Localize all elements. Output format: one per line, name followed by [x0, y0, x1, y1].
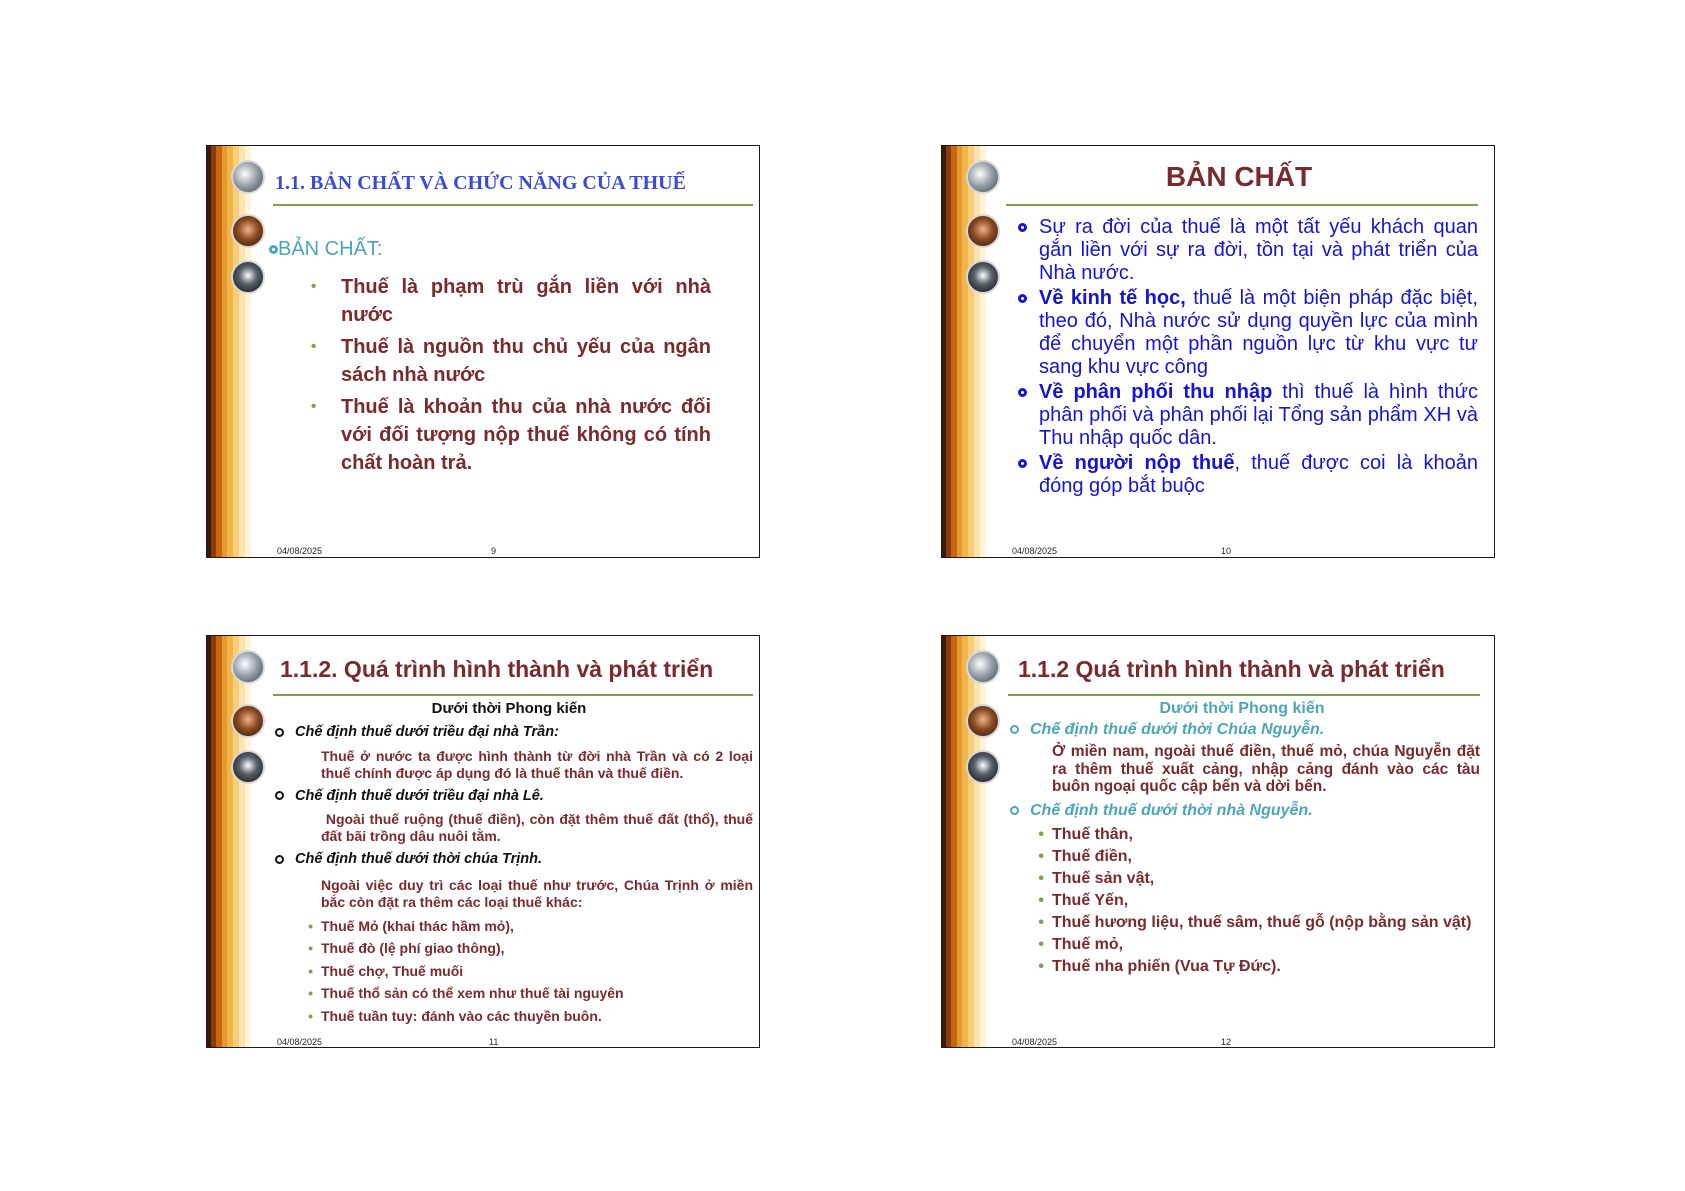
- slide-title: 1.1.2. Quá trình hình thành và phát triển: [280, 656, 714, 682]
- person-icon: [231, 214, 265, 248]
- list-item: • Thuế điền,: [1038, 847, 1132, 865]
- bullet-list: [311, 273, 711, 477]
- section-heading: Chế định thuế dưới thời nhà Nguyễn.: [1010, 802, 1480, 820]
- section-heading: Chế định thuế dưới triều đại nhà Lê.: [275, 788, 753, 806]
- slide-date: 04/08/2025: [277, 1037, 323, 1047]
- bullet-icon: [1018, 287, 1039, 379]
- runner-icon: [231, 750, 265, 784]
- decorative-stripes: [942, 636, 992, 1047]
- globe-icon: [231, 650, 265, 684]
- section-heading: Chế định thuế dưới triều đại nhà Trần:: [275, 724, 753, 742]
- bullet-icon: [1018, 381, 1039, 450]
- list-item: Về kinh tế học, thuế là một biện pháp đặc biệt, theo đó, Nhà nước sử dụng quyền lực của mình để chuyển một phần nguồn lực từ khu vực tư sang khu vực công: [1018, 287, 1478, 379]
- list-item: Về phân phối thu nhập thì thuế là hình thức phân phối và phân phối lại Tổng sản phẩm XH và Thu nhập quốc dân.: [1018, 381, 1478, 450]
- bullet-icon: [275, 855, 284, 864]
- section-list: [275, 724, 757, 1027]
- title-divider: [273, 694, 753, 696]
- bullet-dot: •: [311, 338, 317, 355]
- slide-title: 1.1. BẢN CHẤT VÀ CHỨC NĂNG CỦA THUẾ: [275, 172, 686, 194]
- globe-icon: [966, 650, 1000, 684]
- bullet-icon: [1018, 216, 1039, 285]
- bullet-icon: [275, 791, 284, 800]
- list-item: • Thuế đò (lệ phí giao thông),: [308, 940, 505, 956]
- bullet-icon: [275, 728, 284, 737]
- list-item: Về người nộp thuế, thuế được coi là khoản đóng góp bắt buộc: [1018, 452, 1478, 498]
- slide-10: [941, 145, 1495, 558]
- slide-number: 10: [1221, 546, 1232, 556]
- globe-icon: [231, 160, 265, 194]
- list-item: • Thuế sản vật,: [1038, 869, 1155, 887]
- section-body: Ngoài thuế ruộng (thuế điền), còn đặt thêm thuế đất (thổ), thuế đất bãi trồng dâu nuôi tằm.: [321, 811, 757, 844]
- bullet-list: [275, 915, 753, 1028]
- runner-icon: [966, 750, 1000, 784]
- list-item: • Thuế Mỏ (khai thác hầm mỏ),: [308, 917, 514, 934]
- list-item: • Thuế thân,: [1038, 825, 1133, 843]
- bullet-list: [1010, 826, 1480, 976]
- list-item: • Thuế nha phiến (Vua Tự Đức).: [1038, 957, 1281, 975]
- list-item: Sự ra đời của thuế là một tất yếu khách quan gắn liền với sự ra đời, tồn tại và phát triển của Nhà nước.: [1018, 216, 1478, 285]
- slide-number: 12: [1221, 1037, 1232, 1047]
- bullet-icon: [1010, 806, 1019, 815]
- list-item: • Thuế mỏ,: [1038, 935, 1124, 953]
- list-item: • Thuế tuần tuy: đánh vào các thuyền buôn.: [308, 1007, 602, 1024]
- decorative-stripes: [942, 146, 992, 557]
- list-item: • Thuế là nguồn thu chủ yếu của ngân sách nhà nước: [311, 333, 711, 389]
- title-divider: [1006, 204, 1478, 206]
- slide-11: [206, 635, 760, 1048]
- slide-date: 04/08/2025: [277, 546, 323, 556]
- person-icon: [231, 704, 265, 738]
- slide-number: 9: [491, 546, 497, 556]
- section-heading: BẢN CHẤT:: [269, 238, 382, 261]
- globe-icon: [966, 160, 1000, 194]
- bullet-dot: •: [311, 278, 317, 295]
- list-item: • Thuế hương liệu, thuế sâm, thuế gỗ (nộp bằng sản vật): [1038, 913, 1472, 931]
- title-divider: [1008, 694, 1480, 696]
- slide-title: 1.1.2 Quá trình hình thành và phát triển: [1018, 656, 1445, 682]
- person-icon: [966, 704, 1000, 738]
- bullet-icon: [1018, 452, 1039, 498]
- section-list: [1010, 721, 1480, 976]
- slide-12: [941, 635, 1495, 1048]
- subtitle: Dưới thời Phong kiến: [431, 700, 587, 717]
- bullet-icon: [1010, 725, 1019, 734]
- list-item: • Thuế Yến,: [1038, 891, 1129, 909]
- list-item: • Thuế là phạm trù gắn liền với nhà nước: [311, 273, 711, 329]
- decorative-stripes: [207, 146, 257, 557]
- slide-date: 04/08/2025: [1012, 1037, 1058, 1047]
- slide-date: 04/08/2025: [1012, 546, 1058, 556]
- section-heading: Chế định thuế dưới thời chúa Trịnh.: [275, 851, 753, 869]
- section-body: Ngoài việc duy trì các loại thuế như trước, Chúa Trịnh ở miền bắc còn đặt ra thêm các loại thuế khác:: [321, 876, 753, 910]
- bullet-icon: [269, 245, 278, 254]
- slide-9: [206, 145, 760, 558]
- bullet-dot: •: [311, 398, 317, 415]
- list-item: • Thuế chợ, Thuế muối: [308, 962, 464, 979]
- section-body: Ở miền nam, ngoài thuế điền, thuế mỏ, chúa Nguyễn đặt ra thêm thuế xuất cảng, nhập cảng đánh vào các tàu buôn ngoại quốc cập bến và dời bến.: [1052, 743, 1480, 795]
- decorative-stripes: [207, 636, 257, 1047]
- section-body: Thuế ở nước ta được hình thành từ đời nhà Trần và có 2 loại thuế chính được áp dụng đó là thuế thân và thuế điền.: [321, 747, 753, 781]
- list-item: • Thuế là khoản thu của nhà nước đối với đối tượng nộp thuế không có tính chất hoàn trả.: [311, 393, 711, 477]
- bullet-list: [1018, 216, 1478, 498]
- subtitle: Dưới thời Phong kiến: [1159, 700, 1325, 717]
- list-item: • Thuế thổ sản có thể xem như thuế tài nguyên: [308, 985, 624, 1001]
- section-heading: Chế định thuế dưới thời Chúa Nguyễn.: [1010, 721, 1480, 739]
- runner-icon: [231, 260, 265, 294]
- person-icon: [966, 214, 1000, 248]
- slide-number: 11: [489, 1037, 499, 1047]
- title-divider: [273, 204, 753, 206]
- runner-icon: [966, 260, 1000, 294]
- slide-title: BẢN CHẤT: [1165, 161, 1313, 192]
